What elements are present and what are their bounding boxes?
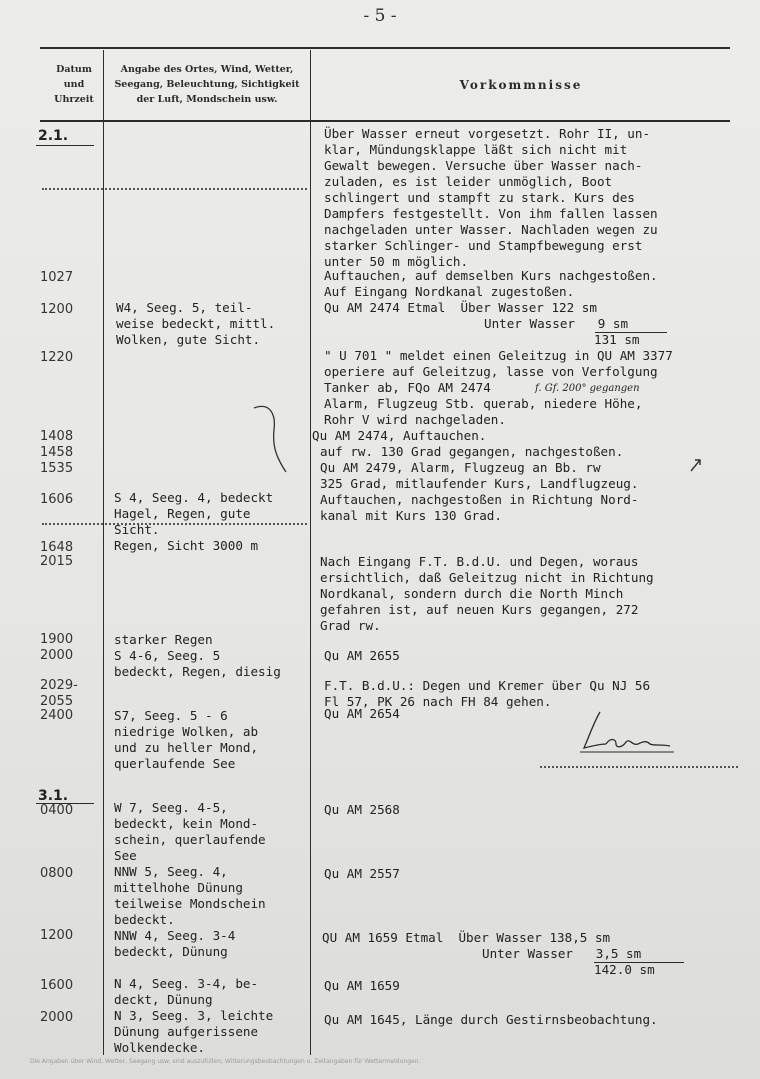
entry-text: " U 701 " meldet einen Geleitzug in QU AM 3377 operiere auf Geleitzug, lasse von Verfolgung Tanker ab, FQo AM 2474 [324, 348, 673, 395]
header-bottom-rule [40, 120, 730, 122]
column-divider-2 [310, 50, 311, 1055]
entry-time: 0800 [40, 866, 74, 881]
dotted-separator [42, 188, 307, 190]
entry-time: 1027 [40, 270, 74, 285]
entry-text: Auftauchen, auf demselben Kurs nachgestoßen. Auf Eingang Nordkanal zugestoßen. [324, 268, 658, 299]
entry-time: 2015 [40, 554, 74, 569]
entry-text: Über Wasser erneut vorgesetzt. Rohr II, un- klar, Mündungsklappe läßt sich nicht mit Gewalt bewegen. Versuche über Wasser nach- zuladen, es ist leider unmöglich, Boot schlingert und stampft zu stark. Kurs des Dampfers festgestellt. Von ihm fallen lassen nachgeladen unter Wasser. Nachladen wegen zu starker Schlinger- und Stampfbewegung erst unter 50 m möglich. [324, 126, 658, 269]
entry-time: 1220 [40, 350, 74, 365]
entry-text: Qu AM 2479, Alarm, Flugzeug an Bb. rw 325 Grad, mitlaufender Kurs, Landflugzeug. [320, 460, 639, 491]
entry-text-submerged: Unter Wasser 9 sm [484, 316, 629, 331]
entry-place-weather: S 4, Seeg. 4, bedeckt Hagel, Regen, gute Sicht. [114, 490, 274, 537]
entry-place-weather: S7, Seeg. 5 - 6 niedrige Wolken, ab und zu heller Mond, querlaufende See [114, 708, 259, 771]
entry-text: Qu AM 2474, Auftauchen. [312, 428, 487, 443]
entry-place-weather: Regen, Sicht 3000 m [114, 538, 259, 553]
entry-text: Qu AM 2654 [324, 706, 400, 721]
entry-place-weather: starker Regen [114, 632, 213, 647]
entry-text: Nach Eingang F.T. B.d.U. und Degen, woraus ersichtlich, daß Geleitzug nicht in Richtung Nordkanal, sondern durch die North Minch gefahren ist, auf neuen Kurs gegangen, 272 Grad rw. [320, 554, 654, 633]
entry-time: 2400 [40, 708, 74, 723]
entry-text: Qu AM 2655 [324, 648, 400, 663]
entry-time: 2029- 2055 [40, 678, 78, 709]
entry-time: 1535 [40, 461, 74, 476]
entry-text: QU AM 1659 Etmal Über Wasser 138,5 sm [322, 930, 611, 945]
dotted-separator [42, 523, 307, 525]
entry-text: F.T. B.d.U.: Degen und Kremer über Qu NJ 56 Fl 57, PK 26 nach FH 84 gehen. [324, 678, 651, 709]
entry-total: 131 sm [594, 332, 640, 347]
entry-time: 1200 [40, 928, 74, 943]
header-top-rule [40, 47, 730, 49]
signature-dotted-line [540, 766, 738, 768]
entry-time: 1458 [40, 445, 74, 460]
entry-total: 142.0 sm [594, 962, 655, 977]
entry-time: 2000 [40, 648, 74, 663]
signature-icon [570, 708, 680, 760]
entry-place-weather: N 3, Seeg. 3, leichte Dünung aufgerissene Wolkendecke. [114, 1008, 274, 1055]
header-place-weather: Angabe des Ortes, Wind, Wetter, Seegang, Beleuchtung, Sichtigkeit der Luft, Mondschein usw. [114, 64, 300, 105]
entry-time: 1408 [40, 429, 74, 444]
date-underline [36, 145, 94, 146]
entry-time: 2000 [40, 1010, 74, 1025]
entry-text: Alarm, Flugzeug Stb. querab, niedere Höhe, Rohr V wird nachgeladen. [324, 396, 643, 427]
arrow-up-right-icon [688, 456, 704, 474]
header-date-time: Datum und Uhrzeit [54, 64, 94, 105]
entry-place-weather: W 7, Seeg. 4-5, bedeckt, kein Mond- schein, querlaufende See [114, 800, 266, 863]
entry-time: 0400 [40, 803, 74, 818]
entry-text: auf rw. 130 Grad gegangen, nachgestoßen. [320, 444, 624, 459]
entry-text: Auftauchen, nachgestoßen in Richtung Nord- kanal mit Kurs 130 Grad. [320, 492, 639, 523]
entry-date-3-1: 3.1. [38, 788, 69, 804]
page-number: - 5 - [363, 6, 397, 26]
entry-place-weather: NNW 5, Seeg. 4, mittelhohe Dünung teilweise Mondschein bedeckt. [114, 864, 266, 927]
entry-place-weather: S 4-6, Seeg. 5 bedeckt, Regen, diesig [114, 648, 281, 679]
entry-text: Qu AM 1645, Länge durch Gestirnsbeobachtung. [324, 1012, 658, 1027]
entry-place-weather: W4, Seeg. 5, teil- weise bedeckt, mittl. Wolken, gute Sicht. [116, 300, 276, 347]
entry-text-submerged: Unter Wasser 3,5 sm [482, 946, 642, 961]
pencil-mark-icon [248, 400, 298, 480]
entry-place-weather: NNW 4, Seeg. 3-4 bedeckt, Dünung [114, 928, 236, 959]
handwritten-note: f. Gf. 200° gegangen [535, 383, 640, 394]
entry-date-2-1: 2.1. [38, 128, 69, 144]
entry-text: Qu AM 2474 Etmal Über Wasser 122 sm [324, 300, 597, 315]
entry-time: 1606 [40, 492, 74, 507]
column-divider-1 [103, 50, 104, 1055]
entry-place-weather: N 4, Seeg. 3-4, be- deckt, Dünung [114, 976, 259, 1007]
entry-text: Qu AM 2557 [324, 866, 400, 881]
entry-text: Qu AM 1659 [324, 978, 400, 993]
form-footnote: Die Angaben über Wind, Wetter, Seegang usw. sind auszufüllen; Witterungsbeobachtungen u. Zeitangaben für Wettermeldungen. [30, 1058, 421, 1065]
entry-time: 1648 [40, 540, 74, 555]
header-events: Vorkommnisse [459, 78, 583, 92]
entry-time: 1900 [40, 632, 74, 647]
entry-text: Qu AM 2568 [324, 802, 400, 817]
entry-time: 1200 [40, 302, 74, 317]
entry-time: 1600 [40, 978, 74, 993]
